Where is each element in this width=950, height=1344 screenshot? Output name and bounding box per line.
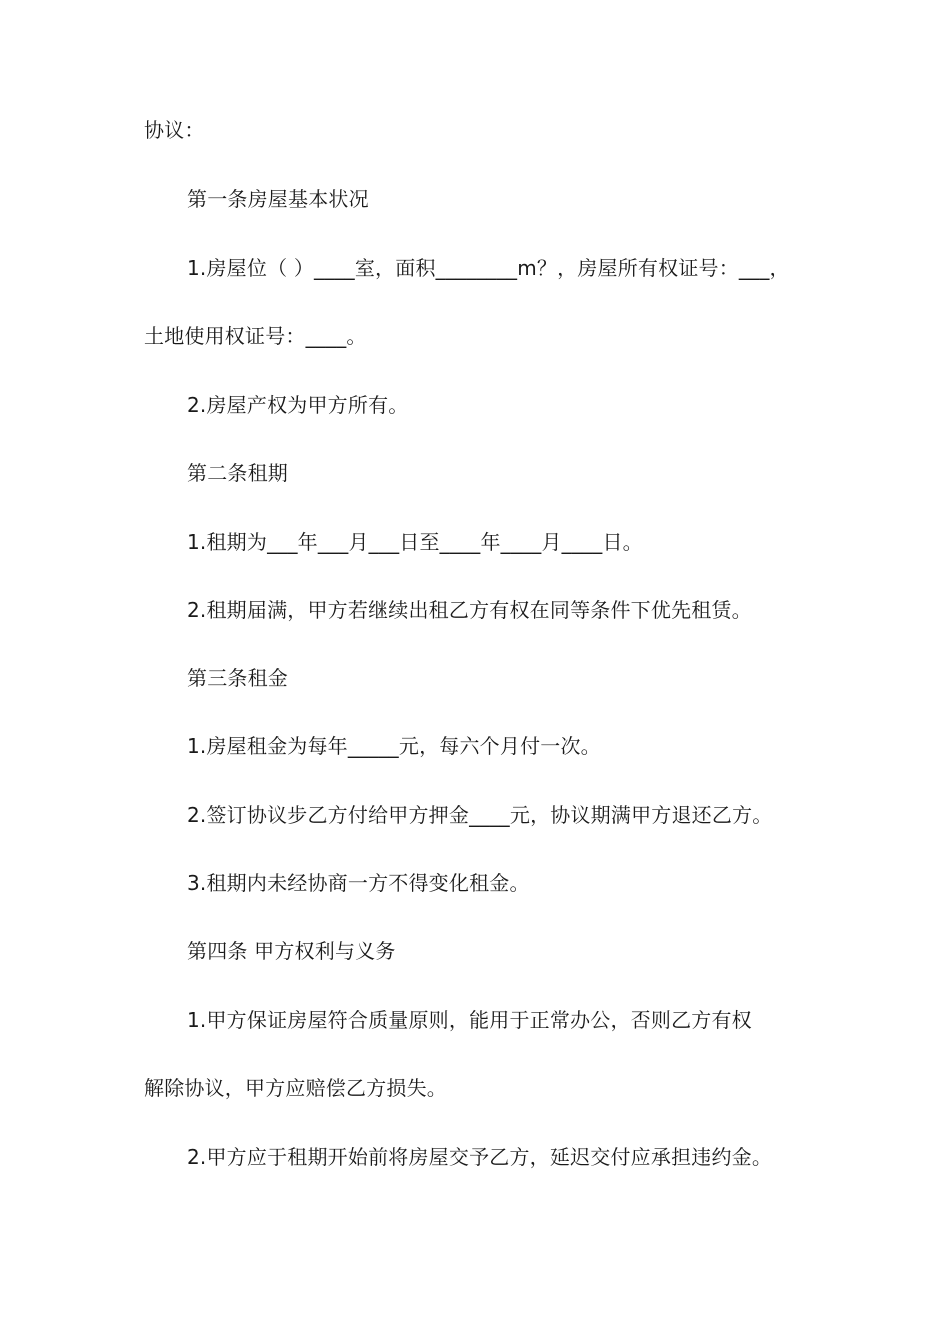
agreement-label: 协议：	[144, 118, 205, 142]
article-2-clause-2: 2.租期届满，甲方若继续出租乙方有权在同等条件下优先租赁。	[187, 598, 752, 622]
article-1-clause-1: 1.房屋位（ ）____室，面积________m？，房屋所有权证号：___，	[187, 256, 790, 280]
article-1-clause-1-cont: 土地使用权证号：____。	[144, 324, 367, 348]
article-4-heading: 第四条 甲方权利与义务	[187, 939, 396, 963]
article-1-heading: 第一条房屋基本状况	[187, 187, 369, 211]
article-3-heading: 第三条租金	[187, 666, 288, 690]
article-2-heading: 第二条租期	[187, 461, 288, 485]
article-4-clause-1-cont: 解除协议，甲方应赔偿乙方损失。	[144, 1076, 447, 1100]
article-3-clause-1: 1.房屋租金为每年_____元，每六个月付一次。	[187, 734, 601, 758]
article-4-clause-1: 1.甲方保证房屋符合质量原则，能用于正常办公，否则乙方有权	[187, 1008, 752, 1032]
article-2-clause-1: 1.租期为___年___月___日至____年____月____日。	[187, 530, 643, 554]
article-3-clause-3: 3.租期内未经协商一方不得变化租金。	[187, 871, 530, 895]
article-1-clause-2: 2.房屋产权为甲方所有。	[187, 393, 409, 417]
article-4-clause-2: 2.甲方应于租期开始前将房屋交予乙方，延迟交付应承担违约金。	[187, 1145, 773, 1169]
article-3-clause-2: 2.签订协议步乙方付给甲方押金____元，协议期满甲方退还乙方。	[187, 803, 773, 827]
